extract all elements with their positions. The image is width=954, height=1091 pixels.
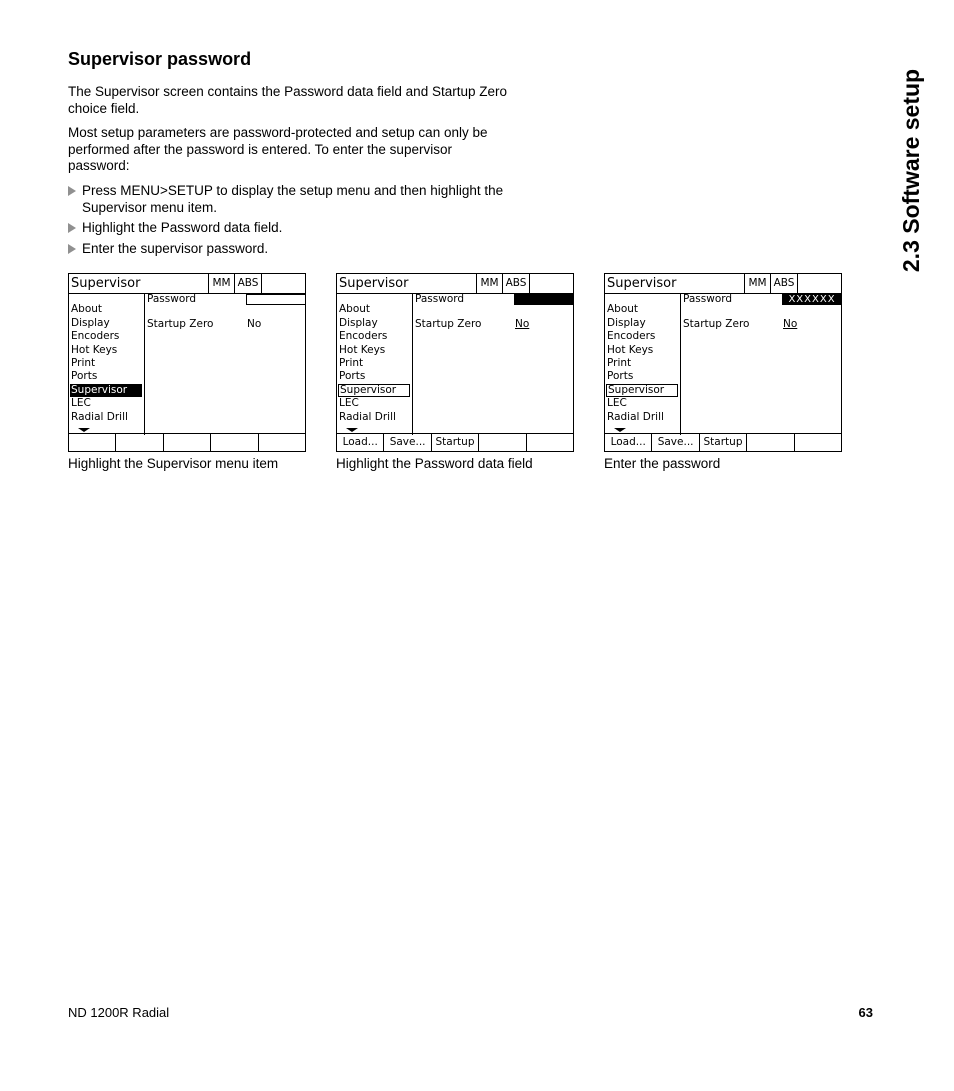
scroll-down-arrow-icon[interactable] <box>346 428 358 432</box>
intro-paragraph: The Supervisor screen contains the Password data field and Startup Zero choice field. <box>68 84 507 116</box>
startup-zero-value[interactable]: No <box>515 318 530 330</box>
screen-title: Supervisor <box>71 276 141 291</box>
password-label: Password <box>415 293 465 305</box>
softkey-startup[interactable]: Startup <box>700 434 747 451</box>
softkey-2[interactable] <box>116 434 163 451</box>
startup-zero-label: Startup Zero <box>683 318 750 330</box>
setup-menu <box>605 294 681 435</box>
screen-caption: Highlight the Supervisor menu item <box>68 456 279 471</box>
softkey-5[interactable] <box>259 434 305 451</box>
softkey-5[interactable] <box>795 434 841 451</box>
screen-caption: Enter the password <box>604 456 721 471</box>
screen-titlebar <box>337 274 573 294</box>
footer-product-name: ND 1200R Radial <box>68 1005 170 1020</box>
section-heading: Supervisor password <box>68 49 252 69</box>
menu-item-supervisor[interactable]: Supervisor <box>70 384 142 397</box>
bullet-triangle-icon <box>68 223 76 233</box>
softkey-save[interactable]: Save... <box>384 434 431 451</box>
lcd-screen-2 <box>336 273 574 452</box>
startup-zero-label: Startup Zero <box>147 318 214 330</box>
password-field[interactable] <box>246 294 306 305</box>
menu-item-encoders[interactable]: Encoders <box>607 330 656 342</box>
unit-indicator: MM <box>476 274 502 293</box>
step-item <box>68 241 513 258</box>
menu-item-encoders[interactable]: Encoders <box>71 330 120 342</box>
menu-item-radial-drill[interactable]: Radial Drill <box>607 411 664 423</box>
softkey-bar <box>605 433 841 451</box>
menu-item-about[interactable]: About <box>339 303 371 315</box>
password-field[interactable] <box>514 294 574 305</box>
menu-item-lec[interactable]: LEC <box>71 397 91 409</box>
unit-indicator: MM <box>744 274 770 293</box>
menu-item-print[interactable]: Print <box>71 357 96 369</box>
lcd-screen-1 <box>68 273 306 452</box>
menu-item-ports[interactable]: Ports <box>339 370 366 382</box>
menu-item-ports[interactable]: Ports <box>71 370 98 382</box>
softkey-4[interactable] <box>479 434 526 451</box>
softkey-save[interactable]: Save... <box>652 434 699 451</box>
menu-item-supervisor[interactable]: Supervisor <box>338 384 410 397</box>
screen-title: Supervisor <box>339 276 409 291</box>
softkey-load[interactable]: Load... <box>337 434 384 451</box>
startup-zero-value[interactable]: No <box>783 318 798 330</box>
step-text: Highlight the Password data field. <box>82 220 283 235</box>
softkey-bar <box>337 433 573 451</box>
menu-item-print[interactable]: Print <box>607 357 632 369</box>
startup-zero-value[interactable]: No <box>247 318 262 330</box>
menu-item-about[interactable]: About <box>71 303 103 315</box>
softkey-4[interactable] <box>747 434 794 451</box>
startup-zero-label: Startup Zero <box>415 318 482 330</box>
setup-menu <box>337 294 413 435</box>
softkey-load[interactable]: Load... <box>605 434 652 451</box>
menu-item-display[interactable]: Display <box>339 317 378 329</box>
scroll-down-arrow-icon[interactable] <box>78 428 90 432</box>
description-paragraph: Most setup parameters are password-protected and setup can only be performed after the password is entered. To enter the supervisor password: <box>68 125 488 173</box>
unit-indicator: MM <box>208 274 234 293</box>
bullet-triangle-icon <box>68 186 76 196</box>
menu-item-encoders[interactable]: Encoders <box>339 330 388 342</box>
menu-item-lec[interactable]: LEC <box>339 397 359 409</box>
password-label: Password <box>147 293 197 305</box>
screen-titlebar <box>69 274 305 294</box>
mode-indicator: ABS <box>234 274 262 293</box>
menu-item-hot-keys[interactable]: Hot Keys <box>607 344 654 356</box>
step-item <box>68 183 513 216</box>
screen-titlebar <box>605 274 841 294</box>
section-tab <box>894 55 930 285</box>
menu-item-lec[interactable]: LEC <box>607 397 627 409</box>
menu-item-ports[interactable]: Ports <box>607 370 634 382</box>
screen-title: Supervisor <box>607 276 677 291</box>
mode-indicator: ABS <box>502 274 530 293</box>
scroll-down-arrow-icon[interactable] <box>614 428 626 432</box>
step-text: Enter the supervisor password. <box>82 241 269 256</box>
softkey-1[interactable] <box>69 434 116 451</box>
menu-item-display[interactable]: Display <box>607 317 646 329</box>
menu-item-hot-keys[interactable]: Hot Keys <box>71 344 118 356</box>
mode-indicator: ABS <box>770 274 798 293</box>
setup-menu <box>69 294 145 435</box>
menu-item-radial-drill[interactable]: Radial Drill <box>339 411 396 423</box>
bullet-triangle-icon <box>68 244 76 254</box>
menu-item-supervisor[interactable]: Supervisor <box>606 384 678 397</box>
step-text: Press MENU>SETUP to display the setup menu and then highlight the Supervisor menu item. <box>82 183 504 215</box>
menu-item-hot-keys[interactable]: Hot Keys <box>339 344 386 356</box>
menu-item-radial-drill[interactable]: Radial Drill <box>71 411 128 423</box>
step-item <box>68 220 513 237</box>
section-tab-label: 2.3 Software setup <box>898 68 925 272</box>
screen-caption: Highlight the Password data field <box>336 456 533 471</box>
softkey-3[interactable] <box>164 434 211 451</box>
page-number: 63 <box>858 1005 873 1020</box>
softkey-bar <box>69 433 305 451</box>
softkey-4[interactable] <box>211 434 258 451</box>
password-field[interactable]: XXXXXX <box>782 294 842 305</box>
lcd-screen-3 <box>604 273 842 452</box>
password-label: Password <box>683 293 733 305</box>
softkey-5[interactable] <box>527 434 573 451</box>
menu-item-print[interactable]: Print <box>339 357 364 369</box>
menu-item-about[interactable]: About <box>607 303 639 315</box>
softkey-startup[interactable]: Startup <box>432 434 479 451</box>
menu-item-display[interactable]: Display <box>71 317 110 329</box>
